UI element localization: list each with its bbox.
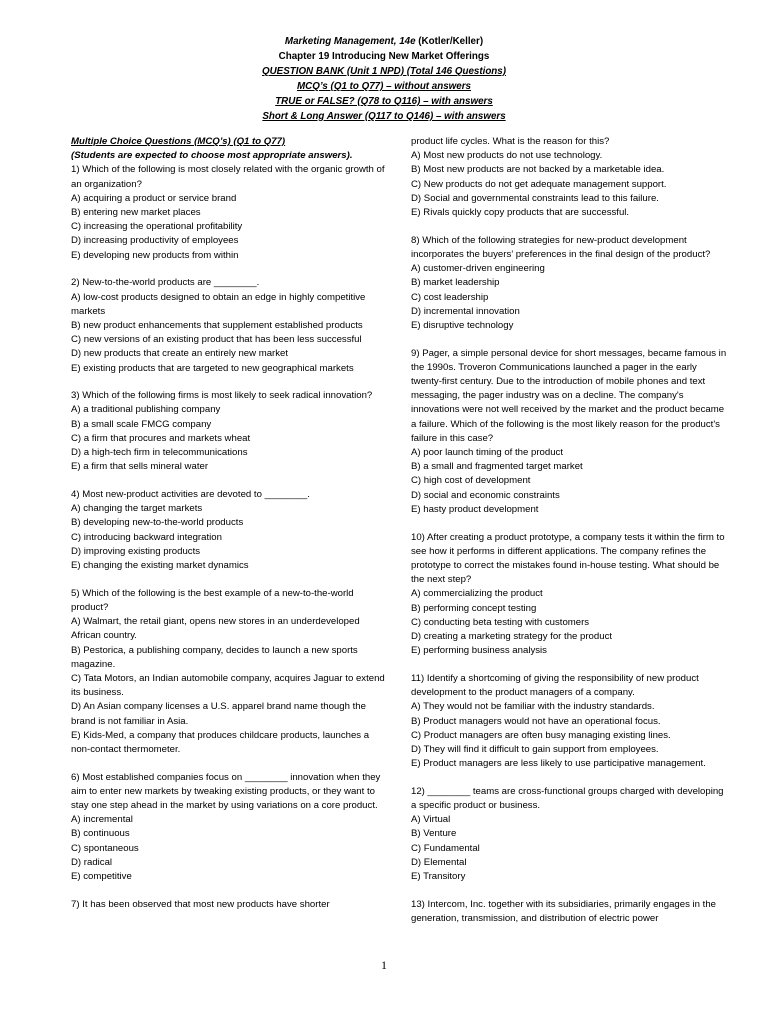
- question-stem-continued: product life cycles. What is the reason for this?: [411, 136, 610, 147]
- answer-option: E) Product managers are less likely to use participative management.: [411, 758, 706, 770]
- question-item: [411, 672, 729, 771]
- question-item: [71, 276, 389, 375]
- continued-options: [411, 149, 729, 220]
- answer-option: D) They will find it difficult to gain support from employees.: [411, 743, 659, 755]
- answer-option: A) customer-driven engineering: [411, 263, 545, 275]
- chapter-title: Chapter 19 Introducing New Market Offerings: [278, 51, 490, 62]
- right-question-list: [411, 234, 729, 926]
- answer-option: E) performing business analysis: [411, 645, 547, 657]
- answer-option: B) developing new-to-the-world products: [71, 517, 244, 529]
- document-header: [0, 34, 768, 124]
- answer-option: A) Walmart, the retail giant, opens new stores in an underdeveloped African country.: [71, 616, 360, 642]
- answer-option: B) performing concept testing: [411, 602, 537, 614]
- question-stem: 8) Which of the following strategies for new-product development incorporates the buyers’ preferences in the final design of the product?: [411, 234, 711, 260]
- question-stem: 7) It has been observed that most new products have shorter: [71, 898, 330, 910]
- mcq-section-heading: Multiple Choice Questions (MCQ’s) (Q1 to Q77): [71, 136, 286, 147]
- answer-option: E) disruptive technology: [411, 319, 514, 331]
- answer-option: B) a small and fragmented target market: [411, 461, 583, 473]
- answer-option: C) a firm that procures and markets wheat: [71, 432, 251, 444]
- question-stem: 4) Most new-product activities are devoted to ________.: [71, 488, 310, 500]
- answer-option: D) new products that create an entirely new market: [71, 348, 289, 360]
- answer-option: C) Product managers are often busy managing existing lines.: [411, 729, 671, 741]
- answer-option: C) conducting beta testing with customers: [411, 616, 590, 628]
- question-item: [411, 898, 729, 926]
- question-item: [71, 163, 389, 262]
- answer-option: E) Transitory: [411, 871, 466, 883]
- answer-option: C) new versions of an existing product that has been less successful: [71, 334, 362, 346]
- answer-option: E) existing products that are targeted to new geographical markets: [71, 362, 354, 374]
- question-stem: 5) Which of the following is the best example of a new-to-the-world product?: [71, 587, 354, 613]
- answer-option: B) new product enhancements that supplement established products: [71, 319, 363, 331]
- question-stem: 13) Intercom, Inc. together with its subsidiaries, primarily engages in the generation, transmission, and distribution of electric power: [411, 898, 717, 924]
- answer-option: D) incremental innovation: [411, 305, 520, 317]
- question-item: [411, 234, 729, 333]
- short-long-answer-section-label: Short & Long Answer (Q117 to Q146) – with answers: [262, 111, 506, 122]
- answer-option: B) Product managers would not have an operational focus.: [411, 715, 661, 727]
- answer-option: B) Pestorica, a publishing company, decides to launch a new sports magazine.: [71, 644, 358, 670]
- mcq-section-label: MCQ’s (Q1 to Q77) – without answers: [296, 81, 472, 92]
- answer-option: E) Rivals quickly copy products that are successful.: [411, 207, 630, 219]
- answer-option: A) acquiring a product or service brand: [71, 192, 237, 204]
- answer-option: C) Fundamental: [411, 842, 480, 854]
- answer-option: E) hasty product development: [411, 503, 539, 515]
- answer-option: C) cost leadership: [411, 291, 489, 303]
- question-stem: 11) Identify a shortcoming of giving the responsibility of new product development to the product managers of a company.: [411, 672, 699, 699]
- answer-option: B) Most new products are not backed by a marketable idea.: [411, 164, 665, 176]
- question-item: [71, 898, 389, 912]
- question-item: [411, 347, 729, 517]
- answer-option: E) changing the existing market dynamics: [71, 559, 249, 571]
- book-authors: (Kotler/Keller): [415, 36, 484, 47]
- answer-option: C) spontaneous: [71, 842, 139, 854]
- answer-option: A) changing the target markets: [71, 503, 203, 515]
- answer-option: D) Social and governmental constraints lead to this failure.: [411, 192, 659, 204]
- question-item: [71, 488, 389, 573]
- answer-option: C) high cost of development: [411, 475, 531, 487]
- left-column: [71, 135, 389, 925]
- answer-option: D) Elemental: [411, 856, 467, 868]
- answer-option: D) creating a marketing strategy for the product: [411, 631, 613, 642]
- answer-option: A) incremental: [71, 814, 133, 826]
- answer-option: E) Kids-Med, a company that produces childcare products, launches a non-contact thermometer.: [71, 729, 370, 755]
- answer-option: B) entering new market places: [71, 207, 201, 219]
- question-stem: 12) ________ teams are cross-functional groups charged with developing a specific product or business.: [411, 785, 724, 812]
- answer-option: B) Venture: [411, 828, 457, 840]
- answer-option: E) a firm that sells mineral water: [71, 461, 209, 473]
- answer-option: D) social and economic constraints: [411, 489, 560, 501]
- page-number: 1: [381, 958, 387, 972]
- question-stem: 3) Which of the following firms is most likely to seek radical innovation?: [71, 390, 373, 402]
- answer-option: E) competitive: [71, 871, 132, 883]
- question-item: [71, 389, 389, 474]
- answer-option: C) Tata Motors, an Indian automobile company, acquires Jaguar to extend its business.: [71, 672, 385, 699]
- answer-option: A) Most new products do not use technology.: [411, 150, 603, 162]
- answer-option: A) poor launch timing of the product: [411, 447, 563, 459]
- answer-option: A) commercializing the product: [411, 588, 543, 600]
- question-stem: 1) Which of the following is most closely related with the organic growth of an organization?: [71, 164, 385, 190]
- answer-option: D) increasing productivity of employees: [71, 235, 239, 247]
- question-bank-title: QUESTION BANK (Unit 1 NPD) (Total 146 Questions): [261, 66, 507, 77]
- question-continuation: [411, 135, 729, 220]
- answer-option: A) a traditional publishing company: [71, 404, 221, 416]
- question-stem: 6) Most established companies focus on ________ innovation when they aim to enter new markets by tweaking existing products, or they want to stay one step ahead in the market by using variations on a core product.: [71, 771, 381, 812]
- answer-option: A) They would not be familiar with the industry standards.: [411, 701, 655, 713]
- answer-option: D) An Asian company licenses a U.S. apparel brand name though the brand is not familiar in Asia.: [71, 701, 366, 727]
- answer-option: B) market leadership: [411, 277, 500, 289]
- question-item: [71, 771, 389, 885]
- right-column: [411, 135, 729, 940]
- answer-option: A) Virtual: [411, 814, 451, 826]
- question-item: [411, 785, 729, 884]
- mcq-instructions: (Students are expected to choose most appropriate answers).: [71, 150, 353, 162]
- answer-option: D) radical: [71, 856, 113, 868]
- question-stem: 2) New-to-the-world products are ________.: [71, 277, 260, 289]
- answer-option: C) increasing the operational profitability: [71, 221, 243, 233]
- answer-option: C) introducing backward integration: [71, 531, 222, 543]
- question-stem: 9) Pager, a simple personal device for short messages, became famous in the 1990s. Troveron Communications launched a pager in the early twenty-first century. Due to the introduction of mobile phones and text messaging, the pager industry was on a decline. The company's innovations were not well received by the market and the product became a failure. Which of the following is the most likely reason for the product's failure in this case?: [411, 347, 727, 444]
- question-item: [411, 531, 729, 659]
- question-stem: 10) After creating a product prototype, a company tests it within the firm to see how it performs in different applications. The company refines the prototype to correct the mistakes found in-house testing. What should be the next step?: [411, 531, 725, 586]
- true-false-section-label: TRUE or FALSE? (Q78 to Q116) – with answers: [275, 96, 493, 107]
- question-item: [71, 587, 389, 757]
- answer-option: B) a small scale FMCG company: [71, 418, 212, 430]
- answer-option: B) continuous: [71, 828, 130, 840]
- header-title-line: [0, 34, 768, 49]
- answer-option: D) improving existing products: [71, 545, 201, 557]
- answer-option: E) developing new products from within: [71, 249, 239, 261]
- left-question-list: [71, 163, 389, 912]
- answer-option: C) New products do not get adequate management support.: [411, 178, 667, 190]
- answer-option: A) low-cost products designed to obtain an edge in highly competitive markets: [71, 291, 366, 317]
- book-title: Marketing Management, 14e: [284, 36, 416, 47]
- answer-option: D) a high-tech firm in telecommunications: [71, 447, 248, 459]
